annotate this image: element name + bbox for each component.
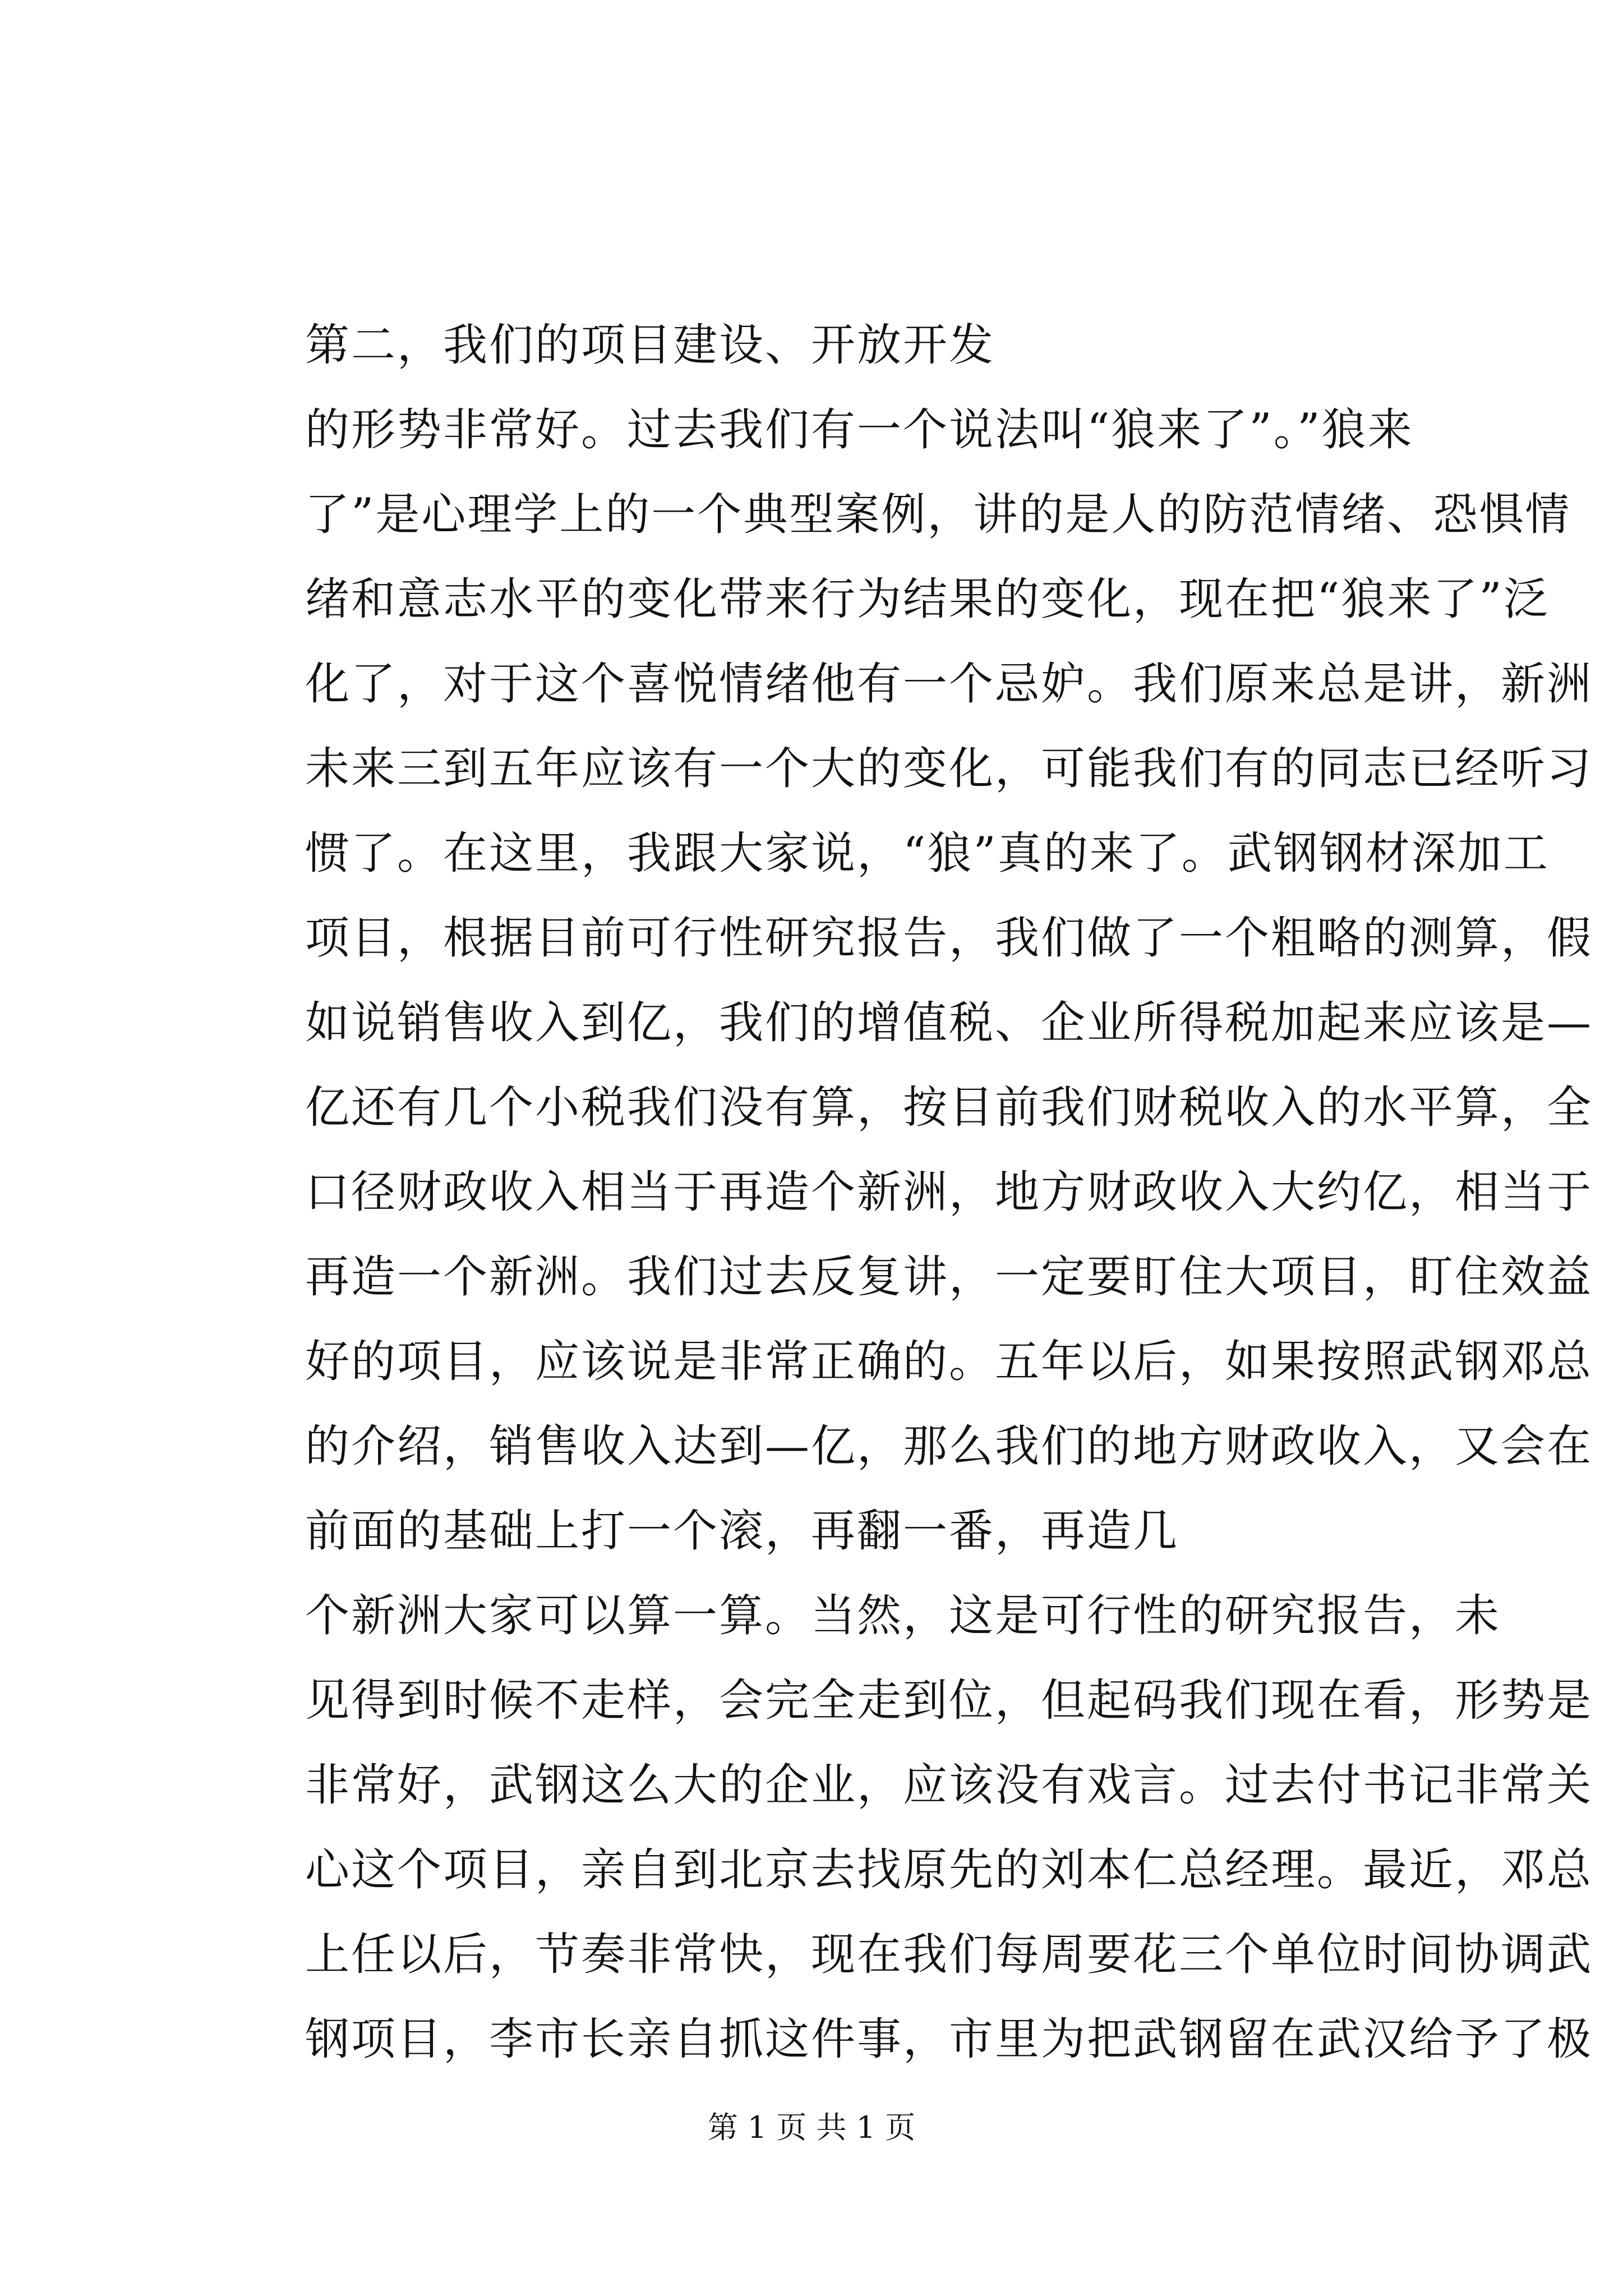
text-line: 上任以后，节奏非常快，现在我们每周要花三个单位时间协调武 [305,1929,1593,1980]
text-line: 如说销售收入到亿，我们的增值税、企业所得税加起来应该是— [305,997,1593,1048]
text-line: 见得到时候不走样，会完全走到位，但起码我们现在看，形势是 [305,1674,1593,1726]
text-line: 口径财政收入相当于再造个新洲，地方财政收入大约亿，相当于 [305,1166,1593,1218]
text-line: 了”是心理学上的一个典型案例，讲的是人的防范情绪、恐惧情 [305,489,1571,540]
text-line: 化了，对于这个喜悦情绪他有一个忌妒。我们原来总是讲，新洲 [305,658,1593,710]
page-number-label: 第 1 页 共 1 页 [707,2110,916,2145]
page-footer [0,2108,1623,2147]
text-line: 再造一个新洲。我们过去反复讲，一定要盯住大项目，盯住效益 [305,1251,1593,1303]
text-line: 惯了。在这里，我跟大家说，“狼”真的来了。武钢钢材深加工 [305,827,1550,879]
text-line: 的形势非常好。过去我们有一个说法叫“狼来了”。”狼来 [305,404,1414,455]
text-line: 钢项目，李市长亲自抓这件事，市里为把武钢留在武汉给予了极 [305,2013,1593,2065]
text-line: 非常好，武钢这么大的企业，应该没有戏言。过去付书记非常关 [305,1759,1593,1811]
text-line: 第二，我们的项目建设、开放开发 [305,319,995,371]
text-line: 绪和意志水平的变化带来行为结果的变化，现在把“狼来了”泛 [305,573,1550,625]
text-line: 心这个项目，亲自到北京去找原先的刘本仁总经理。最近，邓总 [305,1844,1593,1895]
text-line: 的介绍，销售收入达到—亿，那么我们的地方财政收入，又会在 [305,1420,1593,1472]
text-line: 项目，根据目前可行性研究报告，我们做了一个粗略的测算，假 [305,912,1593,964]
text-line: 亿还有几个小税我们没有算，按目前我们财税收入的水平算，全 [305,1082,1593,1133]
text-line: 前面的基础上打一个滚，再翻一番，再造几 [305,1505,1179,1557]
text-line: 个新洲大家可以算一算。当然，这是可行性的研究报告，未 [305,1590,1501,1641]
text-line: 未来三到五年应该有一个大的变化，可能我们有的同志已经听习 [305,743,1593,794]
body-text [305,303,1593,2082]
text-line: 好的项目，应该说是非常正确的。五年以后，如果按照武钢邓总 [305,1336,1593,1387]
